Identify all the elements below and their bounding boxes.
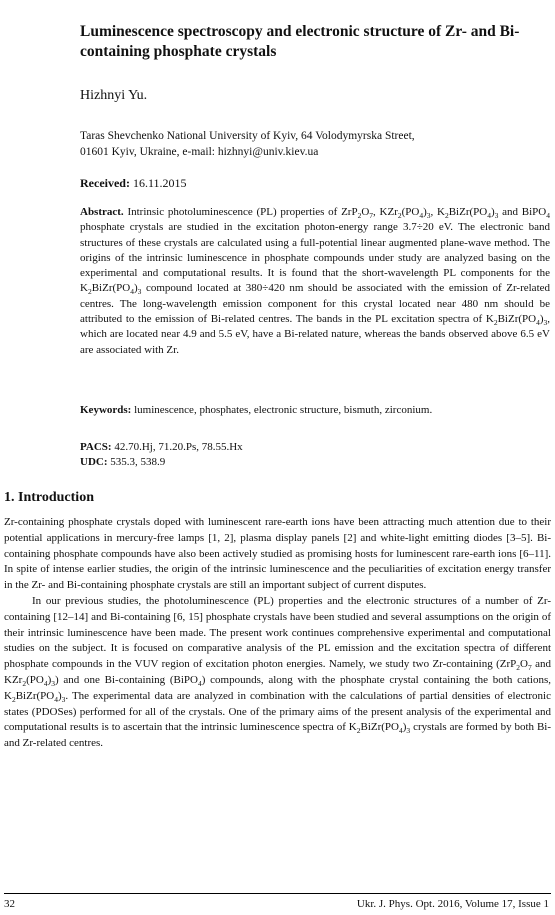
keywords [80,404,550,416]
formula-bipo4: BiPO$_4$ [521,206,550,221]
affiliation-line-2: 01601 Kyiv, Ukraine, e-mail: hizhnyi@univ.kiev.ua [80,146,319,158]
classification [80,440,243,470]
formula-k2bizrpo43: $K_2BiZr(PO_4)_3$ [437,206,499,221]
journal-citation: Ukr. J. Phys. Opt. 2016, Volume 17, Issue 1 [356,898,549,910]
received-date: 16.11.2015 [132,176,187,190]
footer-divider [4,893,551,894]
formula-k2bizrpo43: $K_2BiZr(PO_4)_3$ [80,282,142,297]
intro-paragraph-1: Zr-containing phosphate crystals doped with luminescent rare-earth ions have been attracting much attention due to their potential applications in mercury-free lamps [1, 2], plasma display panels [2] and white-light emitting diodes [3–5]. Bi-containing phosphate compounds have also been actively studied as promising hosts for luminescent rare-earth ions [6–11]. In spite of intense earlier studies, the origin of the intrinsic luminescence and the peculiarities of excitation energy transfer in the Zr- and Bi-containing phosphate crystals are still an important subject of current disputes. [4,516,551,592]
body-text [4,515,551,752]
keywords-text: luminescence, phosphates, electronic structure, bismuth, zirconium. [134,404,433,416]
abstract-text-2: phosphate crystals are studied in the excitation photon-energy range 3.7÷20 eV. The electronic band structures of these crystals are calculated using a full-potential linear augmented plane-wave method. The origins of the intrinsic luminescence in phosphate compounds under study are analyzed basing on the experimental and computational results. It is found that the short-wavelength PL components for the [80,221,550,280]
abstract-text-1: Intrinsic photoluminescence (PL) properties of [127,206,338,218]
abstract: Abstract. Intrinsic photoluminescence (PL) properties of $ZrP_2O_7$, $KZr_2(PO_4)_3$, $K_2BiZr(PO_4)_3$ and BiPO$_4$ phosphate crystals are studied in the excitation photon-energy range 3.7÷20 eV. The electronic band structures of these crystals are calculated using a full-potential linear augmented plane-wave method. The origins of the intrinsic luminescence in phosphate compounds under study are analyzed basing on the experimental and computational results. It is found that the short-wavelength PL components for the $K_2BiZr(PO_4)_3$ compound located at 380÷420 nm should be associated with the emission of Zr-related centres. The long-wavelength emission component for this crystal located near 480 nm should be attributed to the emission of Bi-related centres. The bands in the PL excitation spectra of $K_2BiZr(PO_4)_3$, which are located near 4.9 and 5.5 eV, have a Bi-related nature, whereas the bands observed above 6.5 eV are associated with Zr. [80,206,551,356]
udc-label: UDC: [80,456,108,468]
pacs-line [80,440,243,455]
keywords-label: Keywords: [80,404,132,416]
affiliation-line-1: Taras Shevchenko National University of Kyiv, 64 Volodymyrska Street, [80,130,415,142]
abstract-text-4: , which are located near 4.9 and 5.5 eV, have a Bi-related nature, whereas the bands observed above 6.5 eV are associated with Zr. [80,313,551,356]
udc-codes: 535.3, 538.9 [110,456,166,468]
author: Hizhnyi Yu. [80,88,148,103]
pacs-label: PACS: [80,441,112,453]
received [80,176,187,191]
udc-line [80,455,243,470]
affiliation [80,128,540,160]
formula-k2bizrpo43: $K_2BiZr(PO_4)_3$ [485,313,548,328]
page-number: 32 [4,898,15,910]
paper-title: Luminescence spectroscopy and electronic structure of Zr- and Bi-containing phosphate crystals [80,23,520,60]
abstract-text-3: compound located at 380÷420 nm should be associated with the emission of Zr-related centres. The long-wavelength emission component for this crystal located near 480 nm should be attributed to the emission of Bi-related centres. The bands in the PL excitation spectra of [80,282,551,326]
section-heading: 1. Introduction [4,490,94,505]
abstract-label: Abstract. [80,206,124,218]
formula-kzr2po43: $KZr_2(PO_4)_3$ [379,206,431,221]
received-label: Received: [80,176,130,190]
pacs-codes: 42.70.Hj, 71.20.Ps, 78.55.Hx [114,441,243,453]
intro-paragraph-2: In our previous studies, the photoluminescence (PL) properties and the electronic structures of a number of Zr-containing [12–14] and Bi-containing [6, 15] phosphate crystals have been studied and several assumptions on the origin of their intrinsic luminescence have been made. The present work continues comprehensive experimental and computational studies on the subject. It is focused on comparative analysis of the PL emission and the excitation spectra of different phosphate compounds in the VUV region of excitation photon energies. Namely, we study two Zr-containing ($ZrP_2O_7$ and $KZr_2(PO_4)_3$) and one Bi-containing (BiPO$_4$) compounds, along with the phosphate crystal containing the both cations, $K_2BiZr(PO_4)_3$. The experimental data are analyzed in combination with the calculations of partial densities of electronic states (PDOSes) performed for all of the crystals. One of the primary aims of the present analysis of the experimental and computational results is to ascertain that the intrinsic luminescence spectra of $K_2BiZr(PO_4)_3$ crystals are formed by both Bi- and Zr-related centres. [4,594,552,750]
formula-zrp2o7: $ZrP_2O_7$ [341,206,374,221]
